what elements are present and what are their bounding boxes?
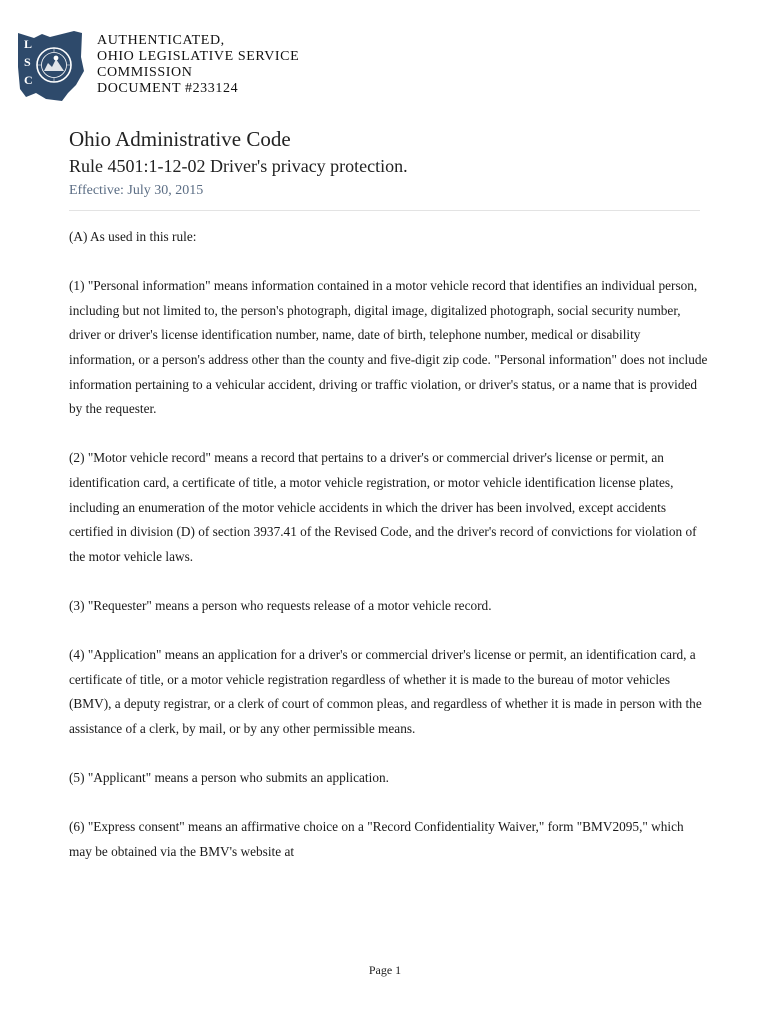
title-block: [69, 126, 701, 201]
code-title: Ohio Administrative Code: [69, 127, 291, 151]
paragraph-5: (5) "Applicant" means a person who submits an application.: [69, 770, 389, 786]
rule-title: Rule 4501:1-12-02 Driver's privacy protection.: [69, 156, 408, 176]
rule-body: [69, 225, 709, 889]
logo-letter: C: [24, 73, 33, 87]
ohio-lsc-seal-icon: [12, 27, 88, 103]
page-number: Page 1: [368, 963, 402, 977]
document-header: [12, 27, 372, 107]
logo-letter: S: [24, 55, 31, 69]
paragraph-6: (6) "Express consent" means an affirmative choice on a "Record Confidentiality Waiver," form "BMV2095," which may be obtained via the BMV's website at: [69, 819, 684, 859]
auth-line: AUTHENTICATED,: [97, 33, 225, 48]
auth-line: COMMISSION: [97, 65, 193, 80]
effective-date: Effective: July 30, 2015: [69, 183, 204, 198]
paragraph-4: (4) "Application" means an application for a driver's or commercial driver's license or permit, an identification card, a certificate of title, or a motor vehicle registration regardless of whether it is made to the bureau of motor vehicles (BMV), a deputy registrar, or a clerk of court of common pleas, and regardless of whether it is made in person with the assistance of a clerk, by mail, or by any other permissible means.: [69, 647, 702, 736]
paragraph-1: (1) "Personal information" means information contained in a motor vehicle record that identifies an individual person, including but not limited to, the person's photograph, digital image, digitalized photograph, social security number, driver or driver's license identification number, name, date of birth, telephone number, medical or disability information, or a person's address other than the county and five-digit zip code. "Personal information" does not include information pertaining to a vehicular accident, driving or traffic violation, or driver's status, or a name that is provided by the requester.: [69, 278, 708, 417]
paragraph-3: (3) "Requester" means a person who requests release of a motor vehicle record.: [69, 597, 492, 613]
auth-line: OHIO LEGISLATIVE SERVICE: [97, 49, 300, 64]
authentication-notice: [97, 33, 299, 97]
title-divider: [69, 210, 700, 211]
paragraph-a: (A) As used in this rule:: [69, 229, 197, 244]
logo-letter: L: [24, 37, 33, 51]
auth-line: DOCUMENT #233124: [97, 81, 239, 96]
paragraph-2: (2) "Motor vehicle record" means a record that pertains to a driver's or commercial driver's license or permit, an identification card, a certificate of title, a motor vehicle registration, or motor vehicle identification license plates, including an enumeration of the motor vehicle accidents in which the driver has been involved, except accidents certified in division (D) of section 3937.41 of the Revised Code, and the driver's record of convictions for violation of the motor vehicle laws.: [69, 450, 697, 564]
